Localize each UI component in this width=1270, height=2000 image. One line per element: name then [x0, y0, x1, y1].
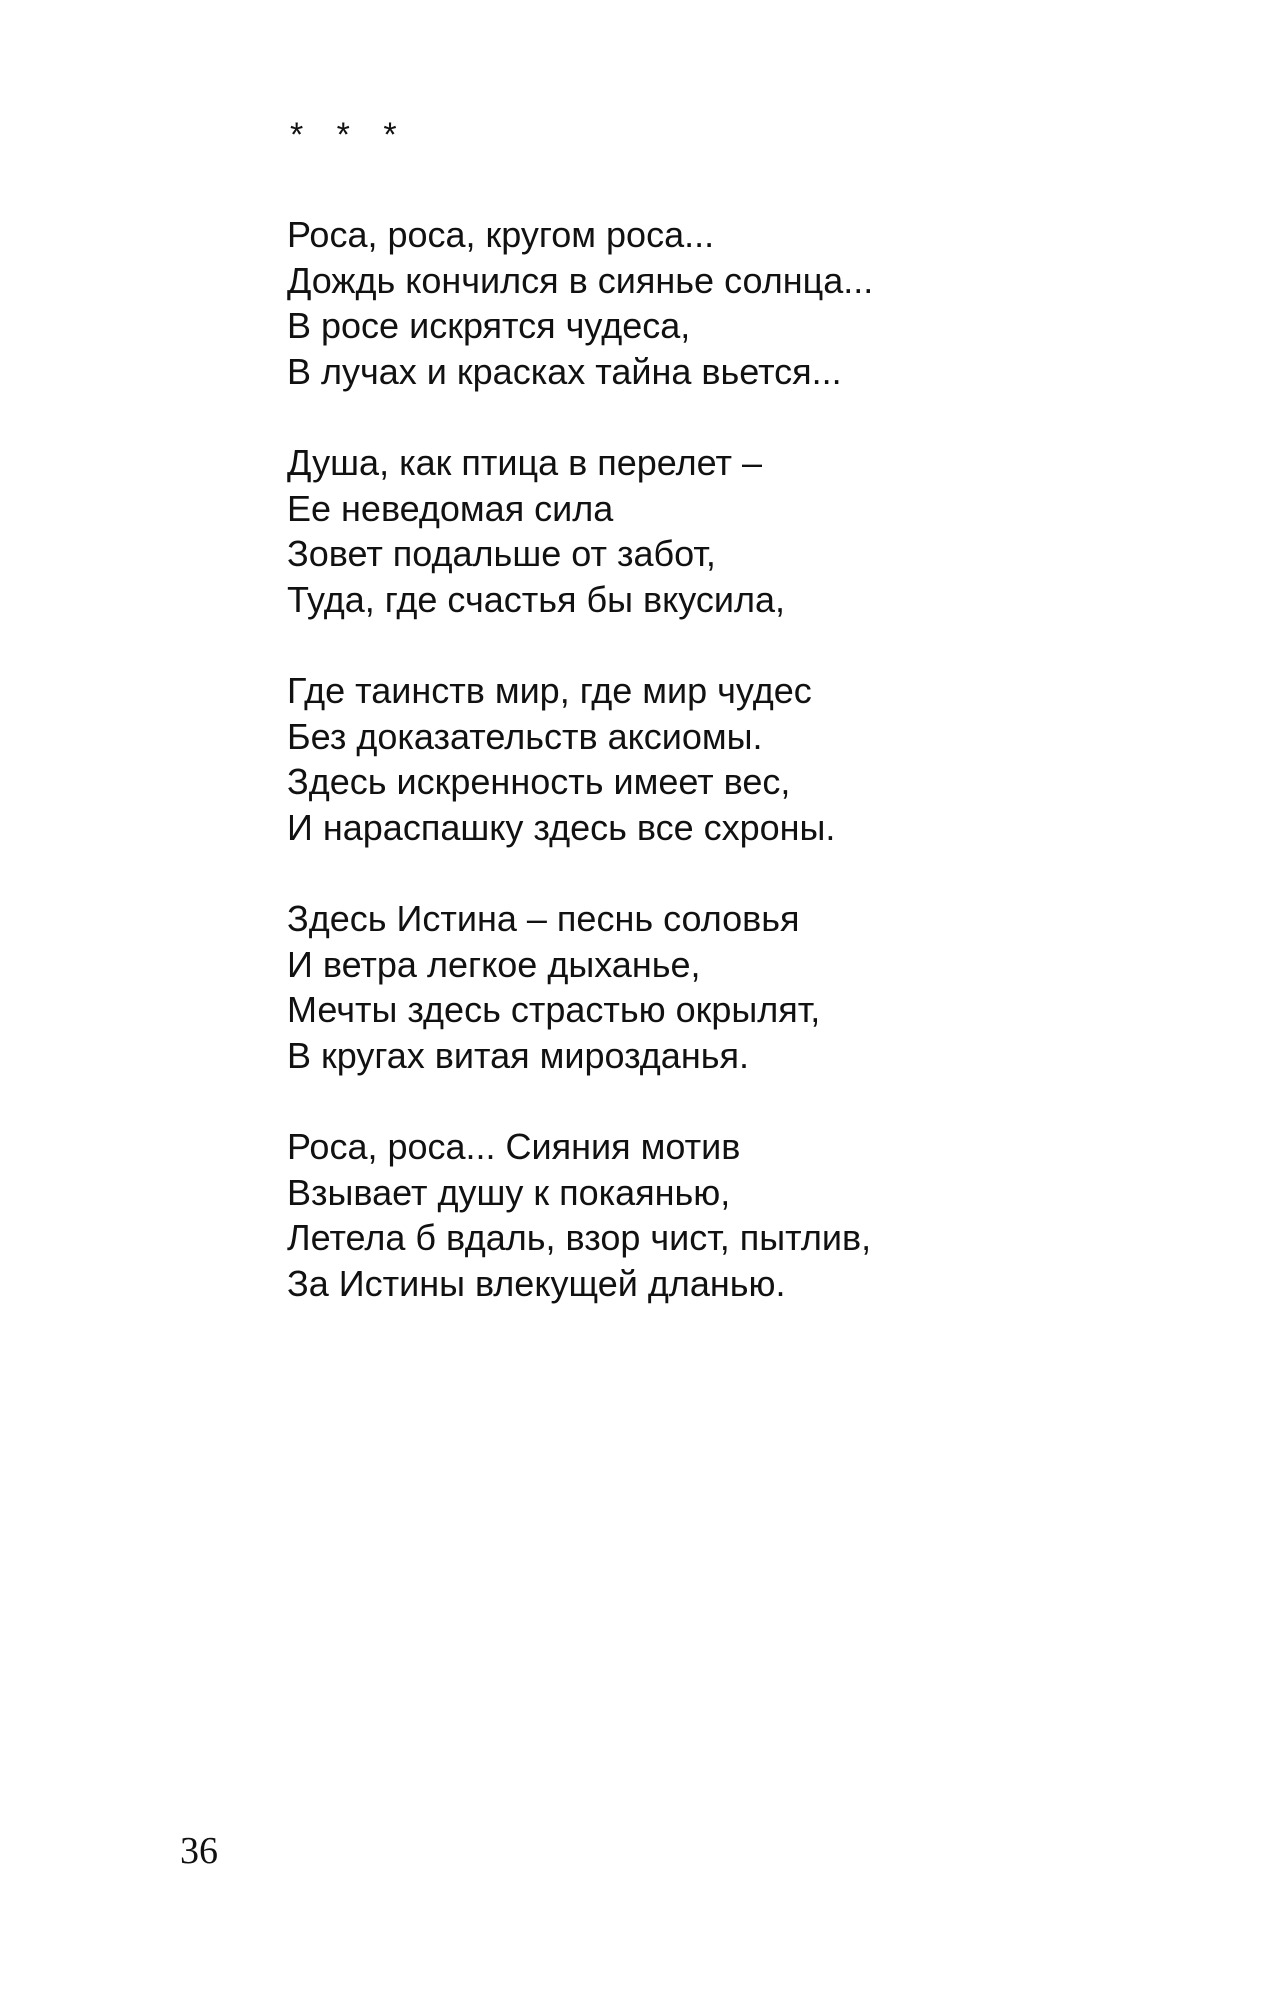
stanza-2 — [287, 440, 1087, 622]
poem-line: Туда, где счастья бы вкусила, — [287, 578, 785, 620]
poem-line: Здесь искренность имеет вес, — [287, 761, 791, 802]
poem-line: Ее неведомая сила — [287, 487, 614, 529]
poem — [287, 212, 1087, 1352]
poem-line: Здесь Истина – песнь соловья — [287, 898, 800, 939]
poem-line: Взывает душу к покаянью, — [287, 1171, 731, 1213]
stanza-4 — [287, 896, 1087, 1078]
poem-line: Душа, как птица в перелет – — [287, 442, 762, 483]
poem-line: Где таинств мир, где мир чудес — [287, 670, 812, 711]
poem-line: Роса, роса... Сияния мотив — [287, 1126, 741, 1167]
poem-line: Роса, роса, кругом роса... — [287, 214, 715, 255]
poem-line: За Истины влекущей дланью. — [287, 1262, 786, 1304]
stanza-1 — [287, 212, 1087, 394]
poem-line: Летела б вдаль, взор чист, пытлив, — [287, 1217, 872, 1258]
poem-line: Без доказательств аксиомы. — [287, 715, 763, 757]
section-separator: * * * — [290, 116, 409, 154]
stanza-3 — [287, 668, 1087, 850]
poem-line: Мечты здесь страстью окрылят, — [287, 989, 821, 1030]
poem-line: В кругах витая мирозданья. — [287, 1034, 749, 1076]
stanza-5 — [287, 1124, 1087, 1306]
page-number: 36 — [180, 1830, 218, 1872]
poem-line: И нараспашку здесь все схроны. — [287, 806, 836, 848]
poem-line: Дождь кончился в сиянье солнца... — [287, 259, 874, 301]
poem-line: Зовет подальше от забот, — [287, 533, 716, 574]
poem-line: В росе искрятся чудеса, — [287, 305, 691, 346]
poem-line: И ветра легкое дыханье, — [287, 943, 701, 985]
poem-line: В лучах и красках тайна вьется... — [287, 350, 842, 392]
